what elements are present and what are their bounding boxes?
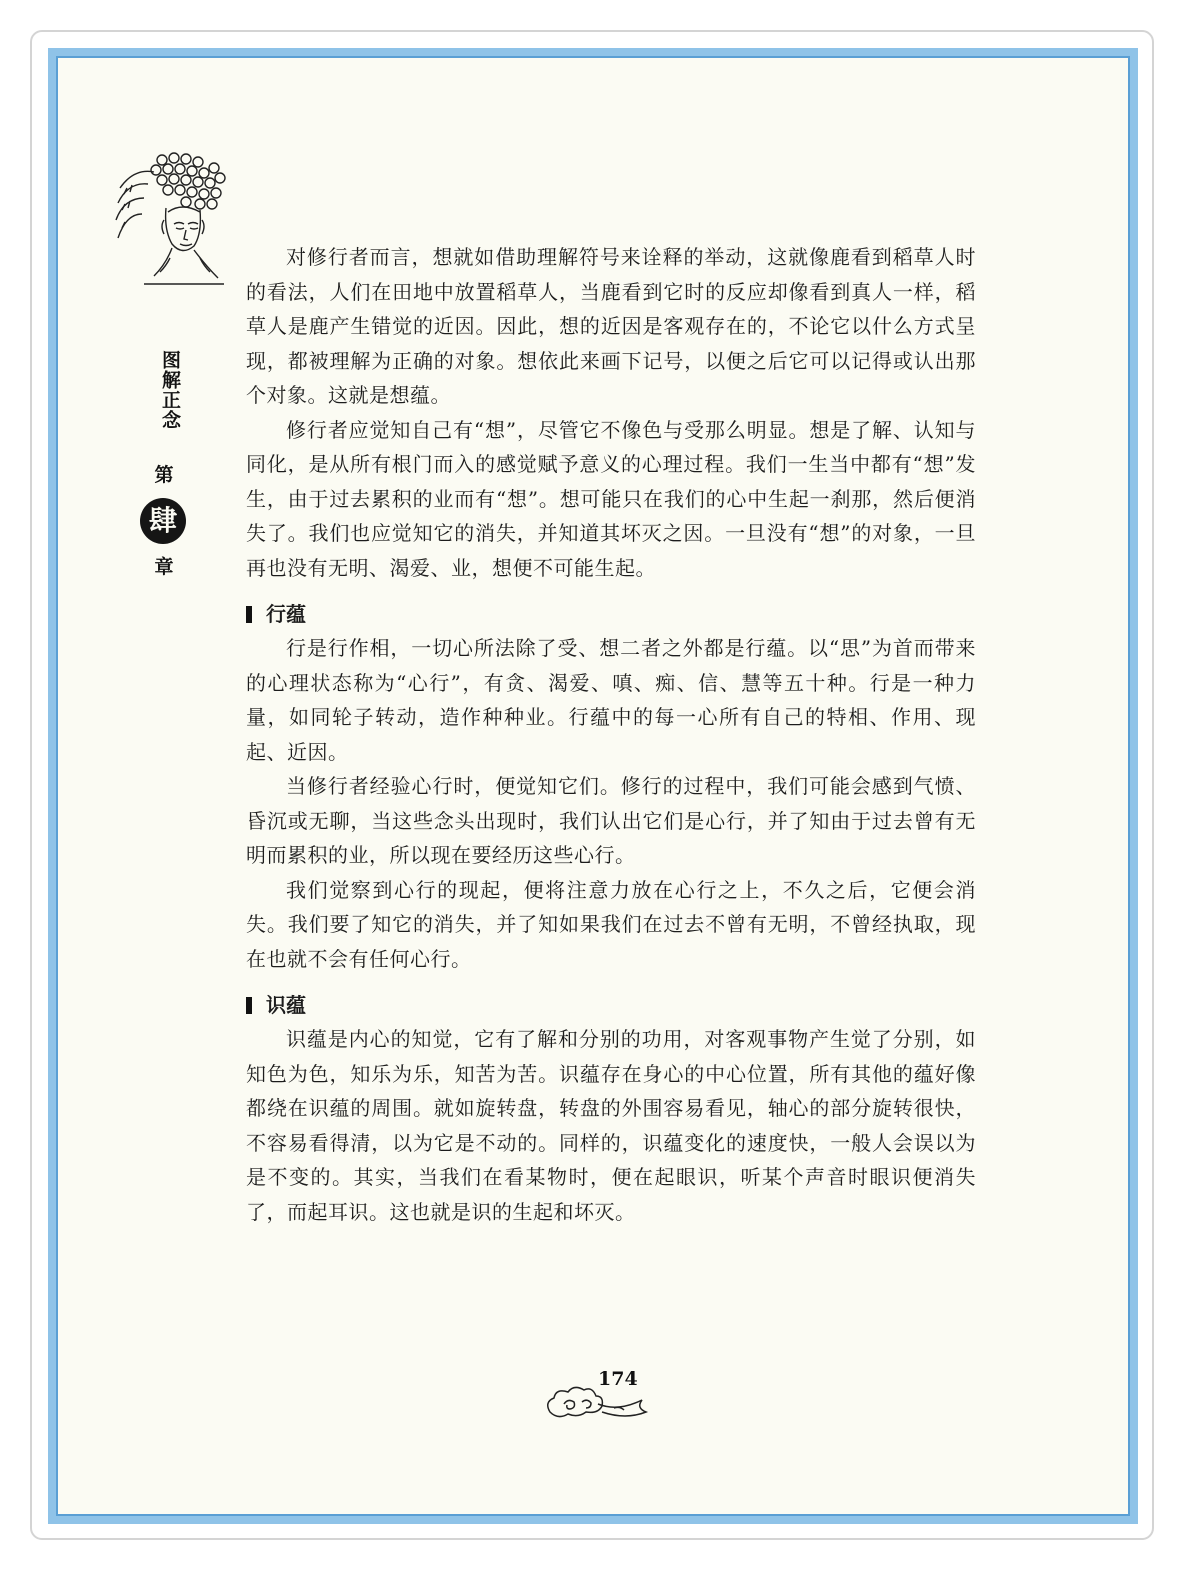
paragraph: 当修行者经验心行时，便觉知它们。修行的过程中，我们可能会感到气愤、昏沉或无聊，当这些念头出现时，我们认出它们是心行，并了知由于过去曾有无明而累积的业，所以现在要经历这些心行。 [246, 774, 976, 867]
chapter-number-badge: 肆 [140, 498, 186, 544]
paragraph: 行是行作相，一切心所法除了受、想二者之外都是行蕴。以“思”为首而带来的心理状态称为“心行”，有贪、渴爱、嗔、痴、信、慧等五十种。行是一种力量，如同轮子转动，造作种种业。行蕴中的每一心所有自己的特相、作用、现起、近因。 [246, 636, 976, 764]
buddha-portrait-icon [114, 148, 234, 288]
section-heading [246, 988, 976, 1022]
section-heading-text: 识蕴 [266, 993, 306, 1017]
paragraph: 我们觉察到心行的现起，便将注意力放在心行之上，不久之后，它便会消失。我们要了知它的消失，并了知如果我们在过去不曾有无明，不曾经执取，现在也就不会有任何心行。 [246, 877, 976, 971]
page-footer [542, 1368, 652, 1428]
chapter-suffix: 章 [154, 556, 174, 578]
book-title: 图解正念 [159, 350, 181, 430]
heading-bullet-icon [246, 997, 252, 1014]
section-heading [246, 597, 976, 631]
main-text [246, 240, 976, 1229]
section-heading-text: 行蕴 [266, 602, 306, 626]
page-number: 174 [598, 1368, 638, 1390]
paragraph: 修行者应觉知自己有“想”，尽管它不像色与受那么明显。想是了解、认知与同化，是从所有根门而入的感觉赋予意义的心理过程。我们一生当中都有“想”发生，由于过去累积的业而有“想”。想可能只在我们的心中生起一刹那，然后便消失了。我们也应觉知它的消失，并知道其坏灭之因。一旦没有“想”的对象，一旦再也没有无明、渴爱、业，想便不可能生起。 [246, 417, 976, 580]
chapter-prefix: 第 [154, 464, 174, 486]
book-page [58, 58, 1128, 1514]
heading-bullet-icon [246, 606, 252, 623]
paragraph: 对修行者而言，想就如借助理解符号来诠释的举动，这就像鹿看到稻草人时的看法，人们在田地中放置稻草人，当鹿看到它时的反应却像看到真人一样，稻草人是鹿产生错觉的近因。因此，想的近因是客观存在的，不论它以什么方式呈现，都被理解为正确的对象。想依此来画下记号，以便之后它可以记得或认出那个对象。这就是想蕴。 [246, 245, 976, 407]
paragraph: 识蕴是内心的知觉，它有了解和分别的功用，对客观事物产生觉了分别，如知色为色，知乐为乐，知苦为苦。识蕴存在身心的中心位置，所有其他的蕴好像都绕在识蕴的周围。就如旋转盘，转盘的外围容易看见，轴心的部分旋转很快，不容易看得清，以为它是不动的。同样的，识蕴变化的速度快，一般人会误以为是不变的。其实，当我们在看某物时，便在起眼识，听某个声音时眼识便消失了，而起耳识。这也就是识的生起和坏灭。 [246, 1027, 976, 1224]
